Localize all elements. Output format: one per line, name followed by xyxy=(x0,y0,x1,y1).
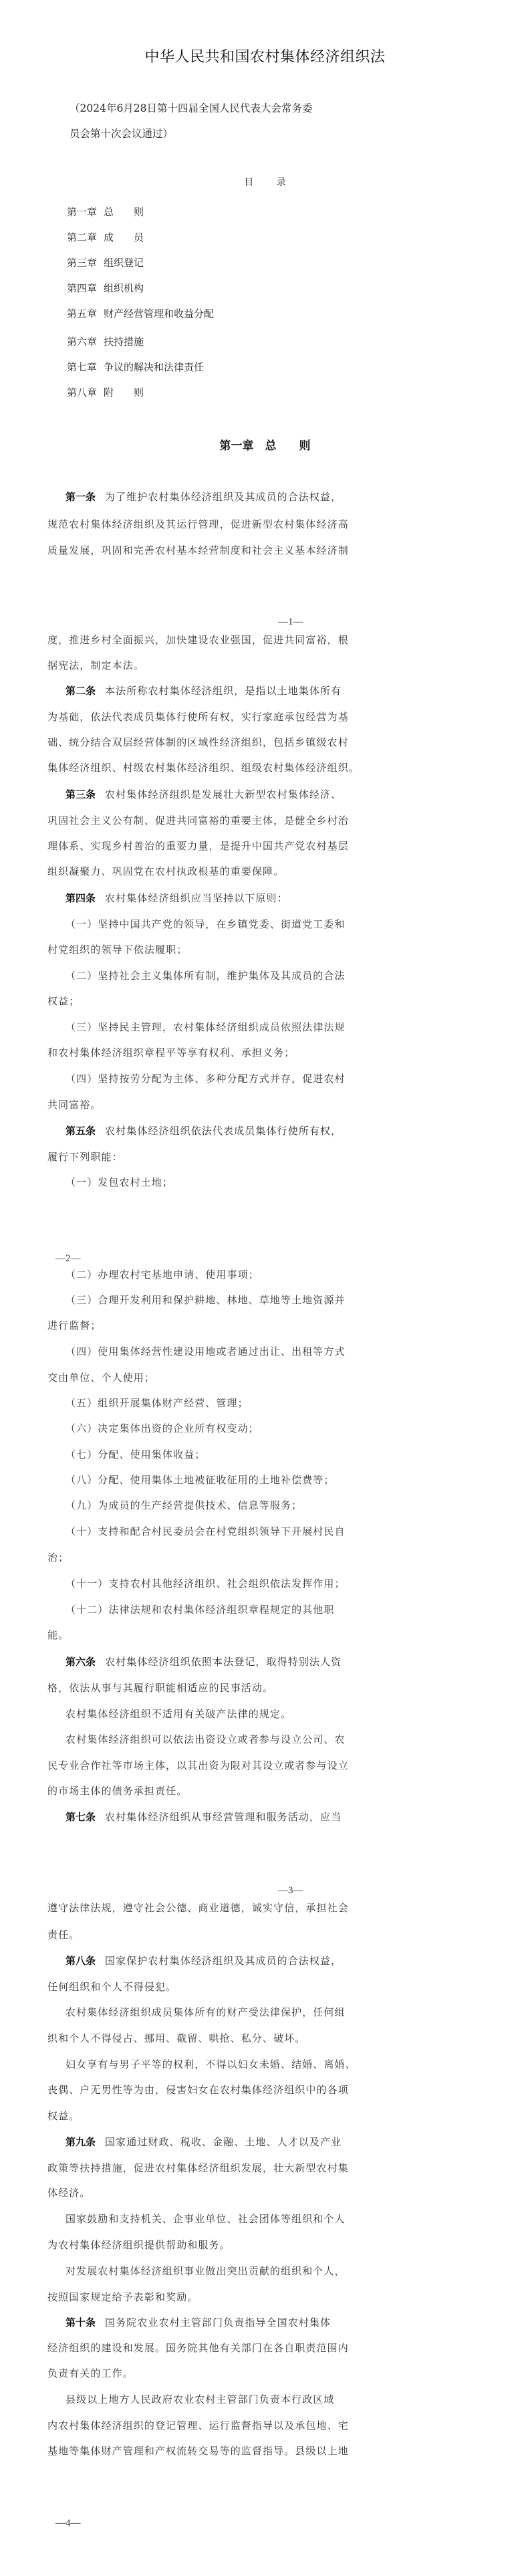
body-line: 交由单位、个人使用； xyxy=(47,1372,156,1384)
body-line: 治； xyxy=(47,1551,70,1564)
toc-item-chapter-8[interactable]: 第八章 附 则 xyxy=(67,387,144,399)
toc-item-chapter-5[interactable]: 第五章 财产经营管理和收益分配 xyxy=(67,308,215,320)
body-line: 县级以上地方人民政府农业农村主管部门负责本行政区域 xyxy=(65,2393,335,2405)
article-2-line: 第二条 本法所称农村集体经济组织，是指以土地集体所有 xyxy=(65,685,342,697)
body-line: 为农村集体经济组织提供帮助和服务。 xyxy=(47,2239,231,2251)
toc-item-chapter-2[interactable]: 第二章 成 员 xyxy=(67,231,144,243)
body-line: 内农村集体经济组织的登记管理、运行监督指导以及承包地、宅 xyxy=(47,2420,349,2432)
article-10-line: 第十条 国务院农业农村主管部门负责指导全国农村集体 xyxy=(65,2317,332,2329)
body-line: 经济组织的建设和发展。国务院其他有关部门在各自职责范围内 xyxy=(47,2342,349,2354)
article-label: 第四条 xyxy=(65,892,96,904)
body-line: 体经济。 xyxy=(47,2187,91,2199)
document-title: 中华人民共和国农村集体经济组织法 xyxy=(144,49,386,66)
body-line: 的市场主体的债务承担责任。 xyxy=(47,1785,188,1797)
body-line: 进行监督； xyxy=(47,1319,102,1331)
body-line: 任何组织和个人不得侵犯。 xyxy=(47,1981,177,1993)
body-line: 础、统分结合双层经营体制的区域性经济组织，包括乡镇级农村 xyxy=(47,736,349,748)
article-8-line: 第八条 国家保护农村集体经济组织及其成员的合法权益， xyxy=(65,1955,342,1967)
body-line: （九）为成员的生产经营提供技术、信息等服务； xyxy=(65,1499,303,1511)
body-line: （一）坚持中国共产党的领导，在乡镇党委、街道党工委和 xyxy=(65,918,346,930)
body-line: 据宪法，制定本法。 xyxy=(47,659,144,671)
chapter-1-heading: 第一章 总 则 xyxy=(219,439,311,453)
body-line: （七）分配、使用集体收益； xyxy=(65,1448,206,1461)
page-number-2: —2— xyxy=(55,1253,81,1264)
body-line: 丧偶、户无男性等为由，侵害妇女在农村集体经济组织中的各项 xyxy=(47,2084,349,2096)
body-line: （三）坚持民主管理，农村集体经济组织成员依照法律法规 xyxy=(65,1021,346,1033)
toc-item-chapter-6[interactable]: 第六章 扶持措施 xyxy=(67,336,144,348)
body-line: （六）决定集体出资的企业所有权变动； xyxy=(65,1422,259,1434)
article-label: 第六条 xyxy=(65,1656,96,1668)
article-label: 第九条 xyxy=(65,2136,96,2148)
body-line: （四）坚持按劳分配为主体、多种分配方式并存，促进农村 xyxy=(65,1073,346,1085)
toc-item-chapter-3[interactable]: 第三章 组织登记 xyxy=(67,257,144,269)
body-line: 理体系、实现乡村善治的重要力量，是提升中国共产党农村基层 xyxy=(47,840,349,852)
page-number-1: —1— xyxy=(278,617,303,627)
body-line: 权益。 xyxy=(47,2110,80,2122)
body-line: 农村集体经济组织不适用有关破产法律的规定。 xyxy=(65,1708,292,1720)
article-label: 第七条 xyxy=(65,1811,96,1823)
body-line: （二）坚持社会主义集体所有制，维护集体及其成员的合法 xyxy=(65,970,346,982)
body-line: 和农村集体经济组织章程平等享有权利、承担义务； xyxy=(47,1047,295,1059)
body-line: 权益； xyxy=(47,995,80,1007)
article-label: 第一条 xyxy=(65,491,96,503)
toc-heading: 目 录 xyxy=(244,177,286,188)
article-label: 第三条 xyxy=(65,788,96,800)
body-line: 对发展农村集体经济组织事业做出突出贡献的组织和个人， xyxy=(65,2265,346,2277)
toc-item-chapter-7[interactable]: 第七章 争议的解决和法律责任 xyxy=(67,361,205,373)
article-label: 第八条 xyxy=(65,1955,96,1967)
article-label: 第二条 xyxy=(65,685,96,697)
article-5-line: 第五条 农村集体经济组织依法代表成员集体行使所有权， xyxy=(65,1125,342,1137)
body-line: （一）发包农村土地； xyxy=(65,1176,174,1188)
body-line: 质量发展，巩固和完善农村基本经营制度和社会主义基本经济制 xyxy=(47,544,349,556)
body-line: 按照国家规定给予表彰和奖励。 xyxy=(47,2291,198,2303)
article-1-line: 第一条 为了维护农村集体经济组织及其成员的合法权益， xyxy=(65,491,342,503)
body-line: 履行下列职能： xyxy=(47,1151,123,1163)
body-line: 遵守法律法规，遵守社会公德、商业道德，诚实守信，承担社会 xyxy=(47,1902,349,1914)
body-line: 村党组织的领导下依法履职； xyxy=(47,944,188,956)
body-line: 国家鼓励和支持机关、企事业单位、社会团体等组织和个人 xyxy=(65,2213,346,2225)
body-line: （十二）法律法规和农村集体经济组织章程规定的其他职 xyxy=(65,1604,335,1616)
body-line: 度，推进乡村全面振兴，加快建设农业强国，促进共同富裕，根 xyxy=(47,634,349,646)
adoption-note-line-1: （2024年6月28日第十四届全国人民代表大会常务委 xyxy=(70,102,313,114)
page-number-4: —4— xyxy=(55,2518,81,2529)
body-line: 组织凝聚力、巩固党在农村执政根基的重要保障。 xyxy=(47,865,285,877)
body-line: （三）合理开发利用和保护耕地、林地、草地等土地资源并 xyxy=(65,1294,346,1306)
body-line: 为基础，依法代表成员集体行使所有权，实行家庭承包经营为基 xyxy=(47,711,349,723)
body-line: 责任。 xyxy=(47,1929,80,1941)
body-line: 政策等扶持措施，促进农村集体经济组织发展，壮大新型农村集 xyxy=(47,2162,349,2174)
body-line: 基地等集体财产管理和产权流转交易等的监督指导。县级以上地 xyxy=(47,2445,349,2457)
body-line: 集体经济组织、村级农村集体经济组织、组级农村集体经济组织。 xyxy=(47,762,360,774)
body-line: （十）支持和配合村民委员会在村党组织领导下开展村民自 xyxy=(65,1525,346,1537)
body-line: （十一）支持农村其他经济组织、社会组织依法发挥作用； xyxy=(65,1578,346,1590)
article-label: 第十条 xyxy=(65,2317,96,2329)
body-line: 能。 xyxy=(47,1629,70,1641)
body-line: 农村集体经济组织可以依法出资设立或者参与设立公司、农 xyxy=(65,1733,346,1745)
body-line: 规范农村集体经济组织及其运行管理，促进新型农村集体经济高 xyxy=(47,518,349,530)
article-9-line: 第九条 国家通过财政、税收、金融、土地、人才以及产业 xyxy=(65,2136,342,2148)
toc-item-chapter-4[interactable]: 第四章 组织机构 xyxy=(67,282,144,294)
body-line: 农村集体经济组织成员集体所有的财产受法律保护，任何组 xyxy=(65,2006,346,2018)
body-line: （五）组织开展集体财产经营、管理； xyxy=(65,1397,249,1409)
body-line: 负责有关的工作。 xyxy=(47,2367,134,2379)
body-line: 织和个人不得侵占、挪用、截留、哄抢、私分、破坏。 xyxy=(47,2032,306,2044)
body-line: （四）使用集体经营性建设用地或者通过出让、出租等方式 xyxy=(65,1346,346,1358)
article-6-line: 第六条 农村集体经济组织依照本法登记，取得特别法人资 xyxy=(65,1656,342,1668)
body-line: 格，依法从事与其履行职能相适应的民事活动。 xyxy=(47,1682,274,1694)
toc-item-chapter-1[interactable]: 第一章 总 则 xyxy=(67,206,144,218)
body-line: 巩固社会主义公有制、促进共同富裕的重要主体，是健全乡村治 xyxy=(47,815,349,827)
article-7-line: 第七条 农村集体经济组织从事经营管理和服务活动，应当 xyxy=(65,1811,342,1823)
page-number-3: —3— xyxy=(278,1885,303,1896)
article-3-line: 第三条 农村集体经济组织是发展壮大新型农村集体经济、 xyxy=(65,788,342,800)
body-line: 民专业合作社等市场主体，以其出资为限对其设立或者参与设立 xyxy=(47,1759,349,1772)
body-line: （二）办理农村宅基地申请、使用事项； xyxy=(65,1269,259,1281)
body-line: （八）分配、使用集体土地被征收征用的土地补偿费等； xyxy=(65,1474,335,1486)
adoption-note-line-2: 员会第十次会议通过） xyxy=(70,128,174,140)
article-label: 第五条 xyxy=(65,1125,96,1137)
body-line: 共同富裕。 xyxy=(47,1099,102,1111)
article-4-line: 第四条 农村集体经济组织应当坚持以下原则： xyxy=(65,892,288,904)
body-line: 妇女享有与男子平等的权利，不得以妇女未婚、结婚、离婚、 xyxy=(65,2058,356,2070)
